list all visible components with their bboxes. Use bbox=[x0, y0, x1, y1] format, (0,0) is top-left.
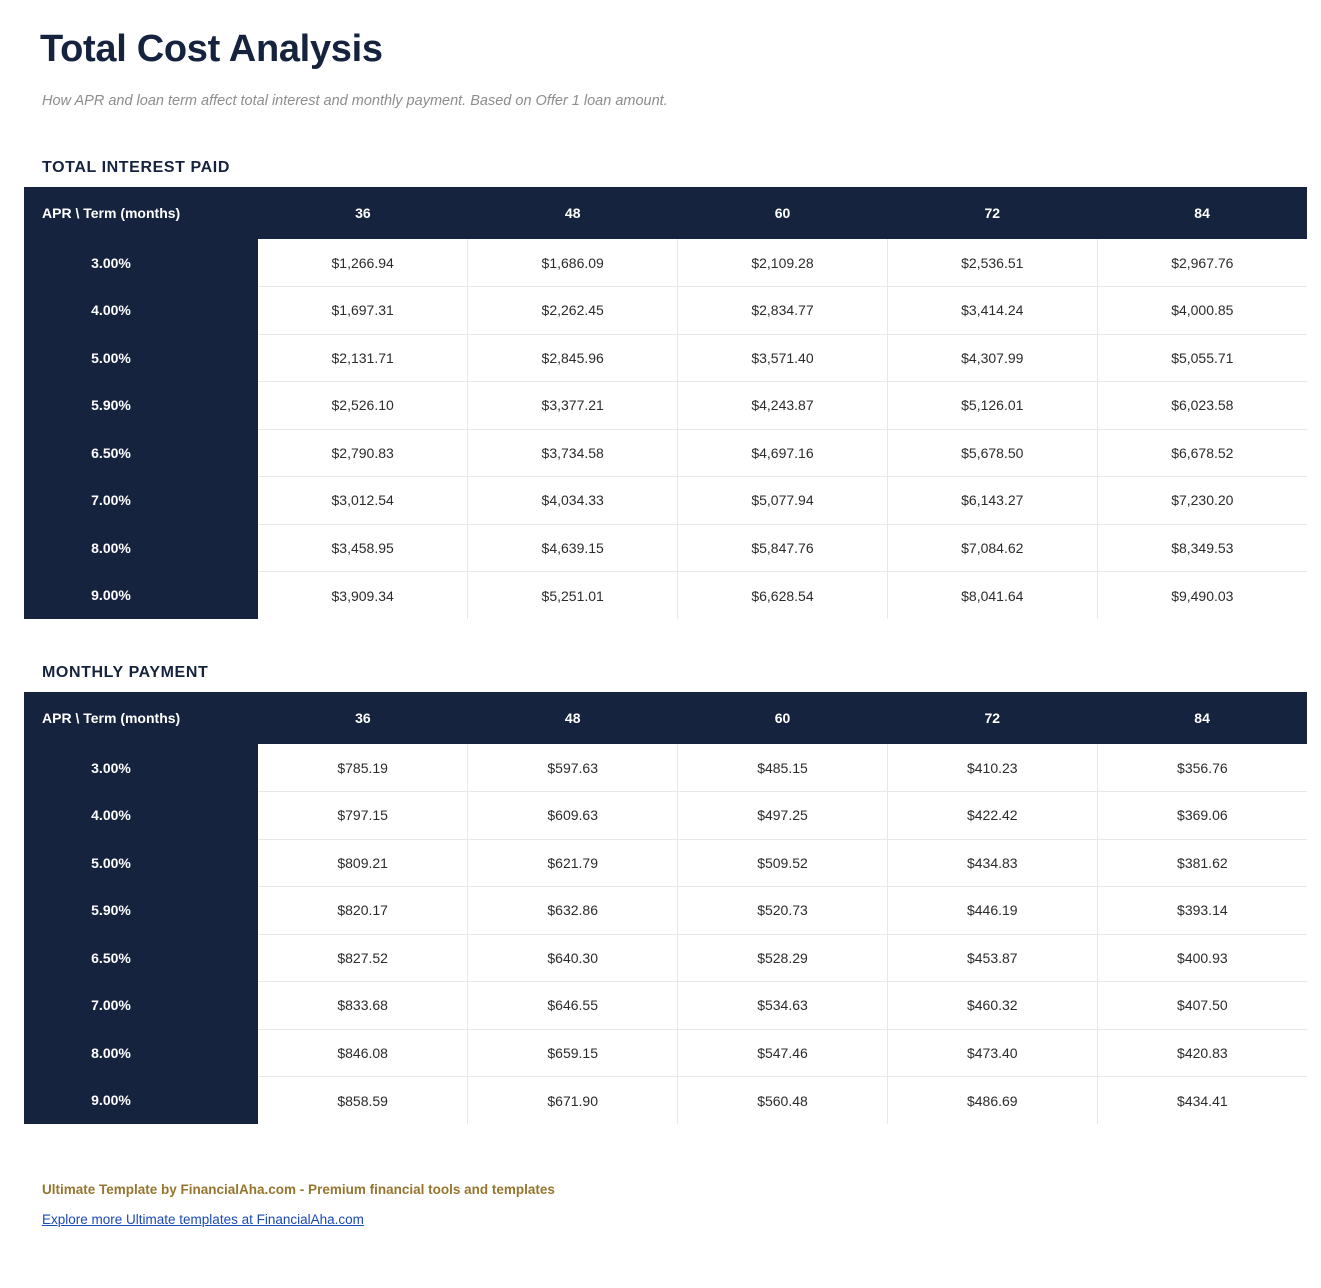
cell-payment: $646.55 bbox=[468, 982, 678, 1030]
column-header-term-48: 48 bbox=[468, 692, 678, 744]
table-row bbox=[24, 934, 1307, 982]
cell-interest: $1,686.09 bbox=[468, 239, 678, 287]
section-heading-total-interest: TOTAL INTEREST PAID bbox=[42, 159, 231, 176]
cell-interest: $3,414.24 bbox=[887, 287, 1097, 335]
row-header-apr: 5.90% bbox=[24, 382, 258, 430]
cell-payment: $485.15 bbox=[678, 744, 888, 792]
row-header-apr: 6.50% bbox=[24, 934, 258, 982]
column-header-term-84: 84 bbox=[1097, 692, 1307, 744]
cell-payment: $858.59 bbox=[258, 1077, 468, 1125]
row-header-apr: 8.00% bbox=[24, 524, 258, 572]
cell-interest: $3,909.34 bbox=[258, 572, 468, 620]
cell-payment: $420.83 bbox=[1097, 1029, 1307, 1077]
cell-interest: $2,536.51 bbox=[887, 239, 1097, 287]
table-row bbox=[24, 382, 1307, 430]
cell-payment: $547.46 bbox=[678, 1029, 888, 1077]
row-header-apr: 3.00% bbox=[24, 239, 258, 287]
cell-payment: $381.62 bbox=[1097, 839, 1307, 887]
table-row bbox=[24, 887, 1307, 935]
table-row bbox=[24, 429, 1307, 477]
table-header bbox=[24, 187, 1307, 239]
cell-payment: $460.32 bbox=[887, 982, 1097, 1030]
cell-interest: $5,847.76 bbox=[678, 524, 888, 572]
cell-payment: $797.15 bbox=[258, 792, 468, 840]
table-total-interest-paid bbox=[24, 187, 1307, 619]
cell-payment: $422.42 bbox=[887, 792, 1097, 840]
page-subtitle: How APR and loan term affect total interest and monthly payment. Based on Offer 1 loan amount. bbox=[42, 93, 668, 109]
cell-interest: $1,266.94 bbox=[258, 239, 468, 287]
cell-interest: $8,041.64 bbox=[887, 572, 1097, 620]
table-row bbox=[24, 572, 1307, 620]
cell-payment: $640.30 bbox=[468, 934, 678, 982]
row-header-apr: 5.00% bbox=[24, 334, 258, 382]
cell-interest: $6,678.52 bbox=[1097, 429, 1307, 477]
table-row bbox=[24, 334, 1307, 382]
cell-interest: $6,143.27 bbox=[887, 477, 1097, 525]
row-header-apr: 6.50% bbox=[24, 429, 258, 477]
cell-interest: $9,490.03 bbox=[1097, 572, 1307, 620]
cell-payment: $509.52 bbox=[678, 839, 888, 887]
cell-interest: $5,678.50 bbox=[887, 429, 1097, 477]
row-header-apr: 5.00% bbox=[24, 839, 258, 887]
table-header bbox=[24, 692, 1307, 744]
column-header-term-48: 48 bbox=[468, 187, 678, 239]
cell-payment: $520.73 bbox=[678, 887, 888, 935]
footer-note: Ultimate Template by FinancialAha.com - Premium financial tools and templates bbox=[42, 1182, 555, 1197]
cell-interest: $2,262.45 bbox=[468, 287, 678, 335]
cell-interest: $7,084.62 bbox=[887, 524, 1097, 572]
cell-payment: $453.87 bbox=[887, 934, 1097, 982]
cell-interest: $2,967.76 bbox=[1097, 239, 1307, 287]
row-header-apr: 7.00% bbox=[24, 982, 258, 1030]
table-row bbox=[24, 239, 1307, 287]
cell-payment: $534.63 bbox=[678, 982, 888, 1030]
column-header-term-72: 72 bbox=[887, 187, 1097, 239]
section-heading-monthly-payment: MONTHLY PAYMENT bbox=[42, 664, 209, 681]
column-header-term-84: 84 bbox=[1097, 187, 1307, 239]
cell-payment: $486.69 bbox=[887, 1077, 1097, 1125]
column-header-term-60: 60 bbox=[678, 187, 888, 239]
cell-payment: $473.40 bbox=[887, 1029, 1097, 1077]
table-row bbox=[24, 287, 1307, 335]
cell-payment: $560.48 bbox=[678, 1077, 888, 1125]
cell-payment: $400.93 bbox=[1097, 934, 1307, 982]
cell-interest: $4,243.87 bbox=[678, 382, 888, 430]
column-header-term-36: 36 bbox=[258, 187, 468, 239]
row-header-apr: 7.00% bbox=[24, 477, 258, 525]
table-row bbox=[24, 744, 1307, 792]
column-header-corner: APR \ Term (months) bbox=[24, 692, 258, 744]
footer bbox=[42, 1182, 1297, 1229]
table-body bbox=[24, 744, 1307, 1124]
cell-interest: $3,458.95 bbox=[258, 524, 468, 572]
row-header-apr: 3.00% bbox=[24, 744, 258, 792]
cell-payment: $446.19 bbox=[887, 887, 1097, 935]
cell-payment: $632.86 bbox=[468, 887, 678, 935]
page-title: Total Cost Analysis bbox=[40, 28, 383, 70]
cell-interest: $1,697.31 bbox=[258, 287, 468, 335]
cell-payment: $785.19 bbox=[258, 744, 468, 792]
cell-payment: $528.29 bbox=[678, 934, 888, 982]
table-body bbox=[24, 239, 1307, 619]
table-row bbox=[24, 524, 1307, 572]
cell-payment: $597.63 bbox=[468, 744, 678, 792]
row-header-apr: 4.00% bbox=[24, 287, 258, 335]
cell-payment: $434.83 bbox=[887, 839, 1097, 887]
cell-interest: $4,639.15 bbox=[468, 524, 678, 572]
cell-payment: $827.52 bbox=[258, 934, 468, 982]
cell-payment: $410.23 bbox=[887, 744, 1097, 792]
column-header-term-72: 72 bbox=[887, 692, 1097, 744]
cell-interest: $6,023.58 bbox=[1097, 382, 1307, 430]
cell-payment: $609.63 bbox=[468, 792, 678, 840]
cell-interest: $5,077.94 bbox=[678, 477, 888, 525]
column-header-corner: APR \ Term (months) bbox=[24, 187, 258, 239]
cell-interest: $4,034.33 bbox=[468, 477, 678, 525]
footer-link[interactable]: Explore more Ultimate templates at FinancialAha.com bbox=[42, 1212, 364, 1227]
table-header-row bbox=[24, 187, 1307, 239]
table-header-row bbox=[24, 692, 1307, 744]
cell-interest: $5,126.01 bbox=[887, 382, 1097, 430]
cell-interest: $5,251.01 bbox=[468, 572, 678, 620]
cell-payment: $671.90 bbox=[468, 1077, 678, 1125]
table-row bbox=[24, 792, 1307, 840]
cell-interest: $5,055.71 bbox=[1097, 334, 1307, 382]
cell-interest: $2,109.28 bbox=[678, 239, 888, 287]
cell-interest: $4,307.99 bbox=[887, 334, 1097, 382]
cell-payment: $393.14 bbox=[1097, 887, 1307, 935]
table-row bbox=[24, 982, 1307, 1030]
cell-payment: $820.17 bbox=[258, 887, 468, 935]
cell-payment: $434.41 bbox=[1097, 1077, 1307, 1125]
column-header-term-60: 60 bbox=[678, 692, 888, 744]
table-row bbox=[24, 1077, 1307, 1125]
table-row bbox=[24, 477, 1307, 525]
cell-payment: $497.25 bbox=[678, 792, 888, 840]
row-header-apr: 5.90% bbox=[24, 887, 258, 935]
cell-interest: $4,697.16 bbox=[678, 429, 888, 477]
cell-interest: $8,349.53 bbox=[1097, 524, 1307, 572]
cell-payment: $659.15 bbox=[468, 1029, 678, 1077]
cell-interest: $3,734.58 bbox=[468, 429, 678, 477]
cell-payment: $833.68 bbox=[258, 982, 468, 1030]
cell-payment: $809.21 bbox=[258, 839, 468, 887]
row-header-apr: 9.00% bbox=[24, 1077, 258, 1125]
cell-interest: $3,377.21 bbox=[468, 382, 678, 430]
table-row bbox=[24, 839, 1307, 887]
cell-payment: $369.06 bbox=[1097, 792, 1307, 840]
row-header-apr: 9.00% bbox=[24, 572, 258, 620]
cell-interest: $6,628.54 bbox=[678, 572, 888, 620]
table-row bbox=[24, 1029, 1307, 1077]
cell-interest: $2,526.10 bbox=[258, 382, 468, 430]
row-header-apr: 8.00% bbox=[24, 1029, 258, 1077]
cell-interest: $2,790.83 bbox=[258, 429, 468, 477]
cell-interest: $2,845.96 bbox=[468, 334, 678, 382]
row-header-apr: 4.00% bbox=[24, 792, 258, 840]
cell-interest: $2,131.71 bbox=[258, 334, 468, 382]
cell-payment: $356.76 bbox=[1097, 744, 1307, 792]
cell-interest: $4,000.85 bbox=[1097, 287, 1307, 335]
cell-payment: $621.79 bbox=[468, 839, 678, 887]
cell-interest: $2,834.77 bbox=[678, 287, 888, 335]
table-monthly-payment bbox=[24, 692, 1307, 1124]
cell-payment: $846.08 bbox=[258, 1029, 468, 1077]
column-header-term-36: 36 bbox=[258, 692, 468, 744]
cell-interest: $3,012.54 bbox=[258, 477, 468, 525]
cell-interest: $3,571.40 bbox=[678, 334, 888, 382]
cell-payment: $407.50 bbox=[1097, 982, 1307, 1030]
cell-interest: $7,230.20 bbox=[1097, 477, 1307, 525]
